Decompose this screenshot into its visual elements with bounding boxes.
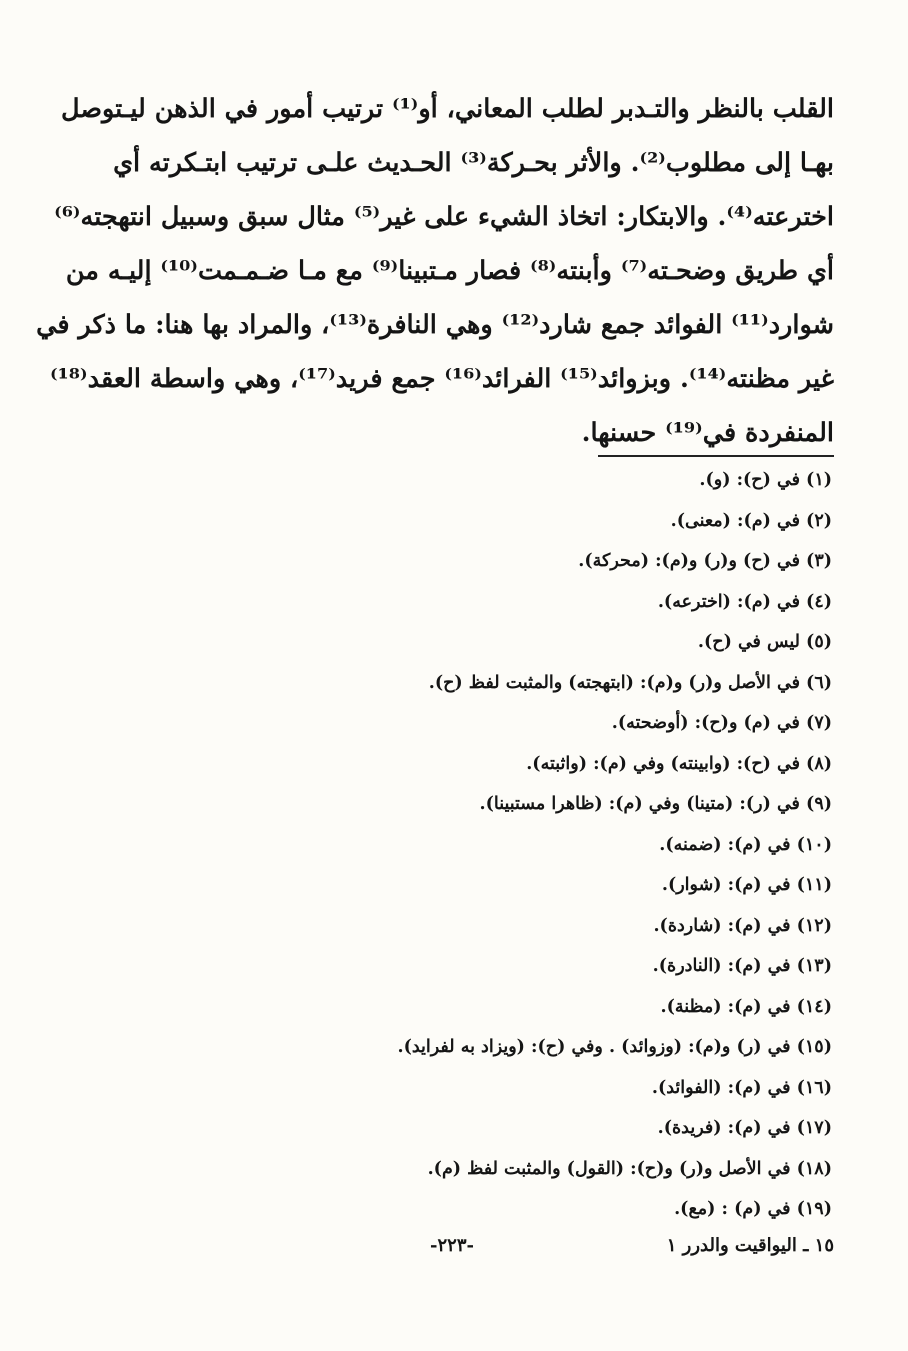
text-line: القلب بالنظر والتـدبر لطلب المعاني، أو⁽¹⁾ ترتيب أمور في الذهن ليـتوصل [61,94,834,124]
footnote: (١) في (ح): (و). [699,470,832,490]
footnote: (٢) في (م): (معنى). [670,510,832,531]
footnotes [152,460,832,1230]
page-footer [420,1235,834,1265]
page-number: -٢٢٣- [430,1235,474,1256]
footnote: (١٧) في (م): (فريدة). [657,1118,832,1138]
footnote: (٣) في (ح) و(ر) و(م): (محركة). [578,551,832,571]
footnote: (١٣) في (م): (النادرة). [652,956,832,976]
footnote: (٧) في (م) و(ح): (أوضحته). [611,713,832,733]
footnote: (٥) ليس في (ح). [697,632,832,652]
footnote: (١١) في (م): (شوار). [661,875,832,895]
text-line: أي طريق وضحـته⁽⁷⁾ وأبنته⁽⁸⁾ فصار مـتبينا⁽⁹⁾ مع مـا ضـمـمت⁽¹⁰⁾ إليـه من [65,256,834,286]
footnote-divider [598,455,834,457]
footnote: (١٥) في (ر) و(م): (وزوائد) . وفي (ح): (ويزاد به لفرايد). [397,1037,832,1057]
footnote: (١٢) في (م): (شاردة). [653,915,832,936]
footnote: (٤) في (م): (اخترعه). [657,591,832,612]
main-text [36,82,834,460]
footnote: (١٨) في الأصل و(ر) و(ح): (القول) والمثبت لفظ (م). [427,1158,832,1179]
text-line-last: المنفردة في⁽¹⁹⁾ حسنها. [581,418,834,448]
text-line: شوارد⁽¹¹⁾ الفوائد جمع شارد⁽¹²⁾ وهي النافرة⁽¹³⁾، والمراد بها هنا: ما ذكر في [36,310,834,340]
footnote: (٩) في (ر): (متينا) وفي (م): (ظاهرا مستبينا). [479,794,832,814]
footnote: (١٩) في (م) : (مع). [674,1199,832,1219]
footnote: (١٦) في (م): (الفوائد). [651,1077,832,1098]
footnote: (١٠) في (م): (ضمنه). [659,834,832,855]
footnote: (٨) في (ح): (وابينته) وفي (م): (واثبته). [526,753,832,774]
footnote: (١٤) في (م): (مظنة). [660,996,832,1017]
text-line: بهـا إلى مطلوب⁽²⁾. والأثر بحـركة⁽³⁾ الحـديث علـى ترتيب ابتـكرته أي [113,148,834,178]
text-line: غير مظنته⁽¹⁴⁾. وبزوائد⁽¹⁵⁾ الفرائد⁽¹⁶⁾ جمع فريد⁽¹⁷⁾، وهي واسطة العقد⁽¹⁸⁾ [50,364,834,394]
text-line: اخترعته⁽⁴⁾. والابتكار: اتخاذ الشيء على غير⁽⁵⁾ مثال سبق وسبيل انتهجته⁽⁶⁾ [54,202,834,232]
signature-mark: ١٥ ـ اليواقيت والدرر ١ [666,1235,834,1256]
footnote: (٦) في الأصل و(ر) و(م): (ابتهجته) والمثبت لفظ (ح). [428,672,832,693]
